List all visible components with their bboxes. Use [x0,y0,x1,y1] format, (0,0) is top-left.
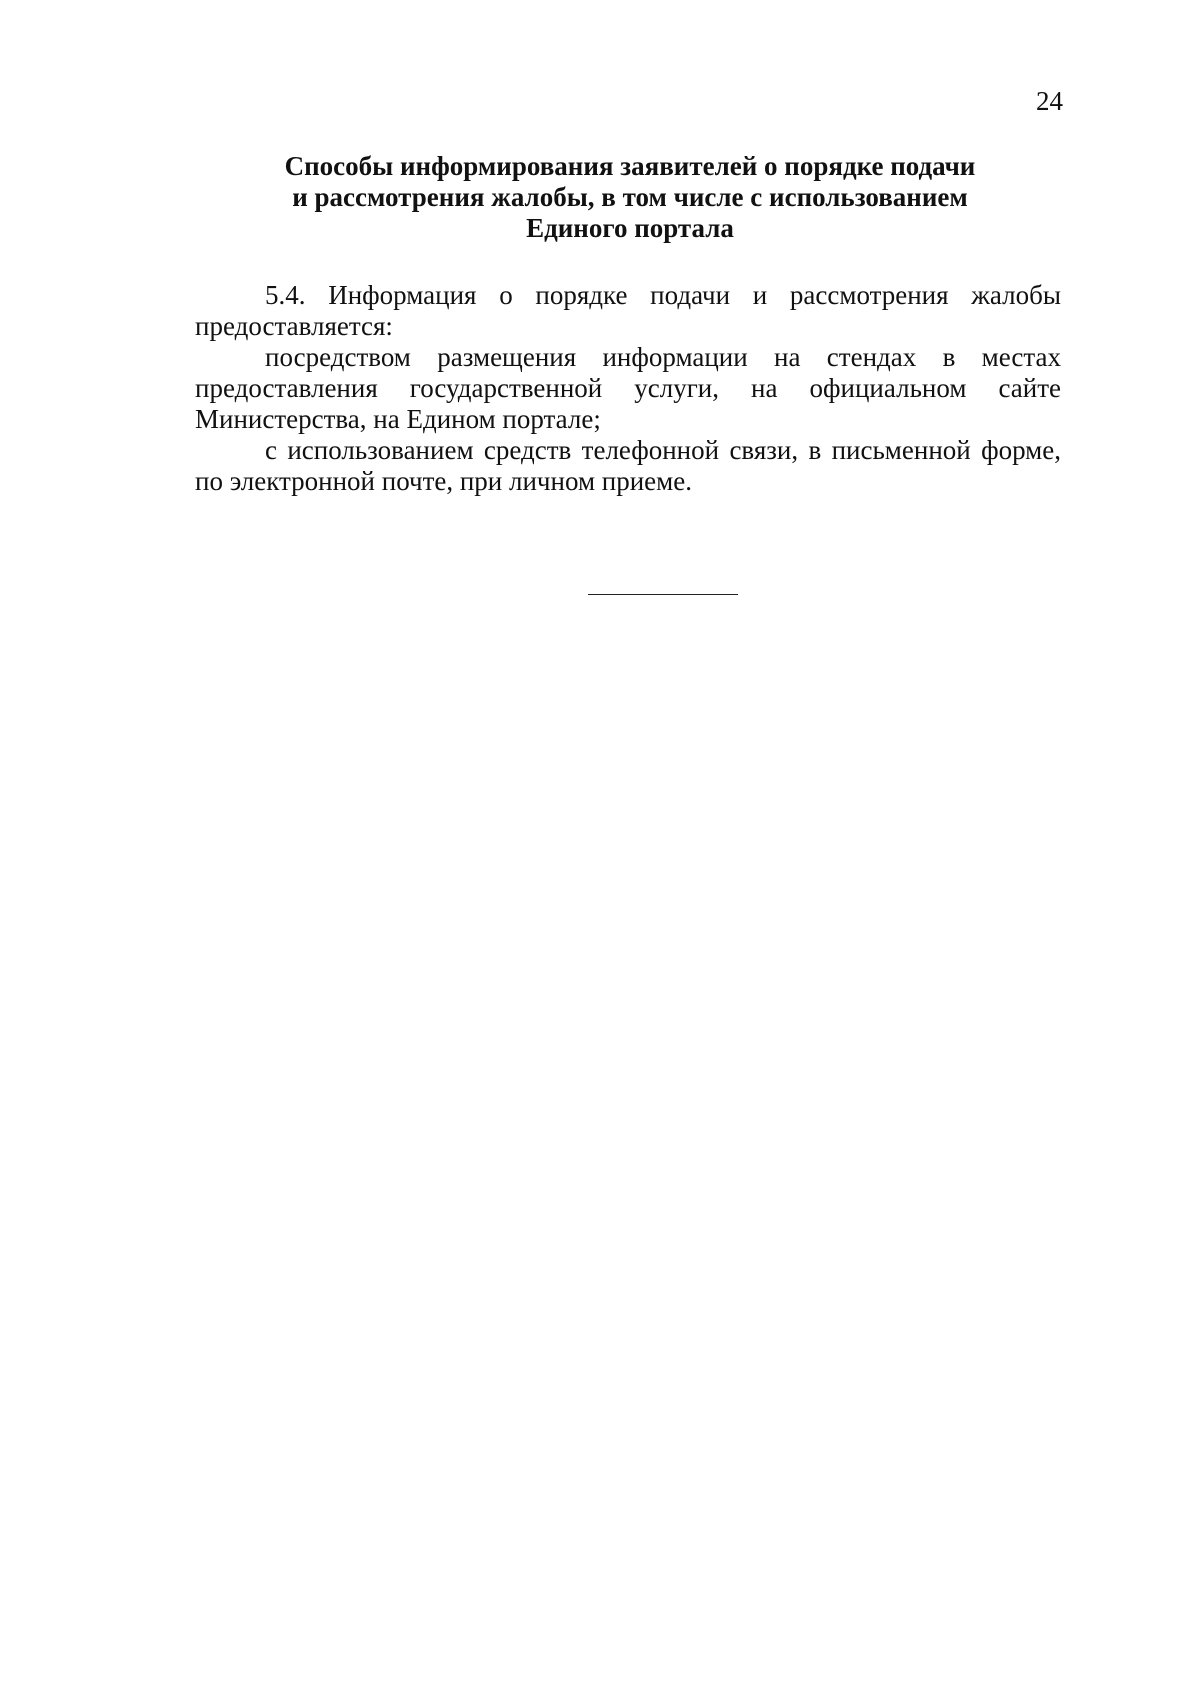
heading-line-3: Единого портала [526,213,734,243]
paragraph-communication: с использованием средств телефонной связи, в письменной форме, по электронной почте, при личном приеме. [195,435,1061,496]
paragraph-5-4: 5.4. Информация о порядке подачи и рассмотрения жалобы предоставляется: [195,280,1061,341]
end-divider [588,594,738,595]
section-body [195,280,1061,497]
section-heading [195,151,1065,244]
heading-line-2: и рассмотрения жалобы, в том числе с использованием [292,182,968,212]
heading-line-1: Способы информирования заявителей о порядке подачи [284,151,976,181]
page-number: 24 [1036,86,1063,116]
paragraph-stands: посредством размещения информации на стендах в местах предоставления государственной услуги, на официальном сайте Министерства, на Едином портале; [195,342,1061,434]
